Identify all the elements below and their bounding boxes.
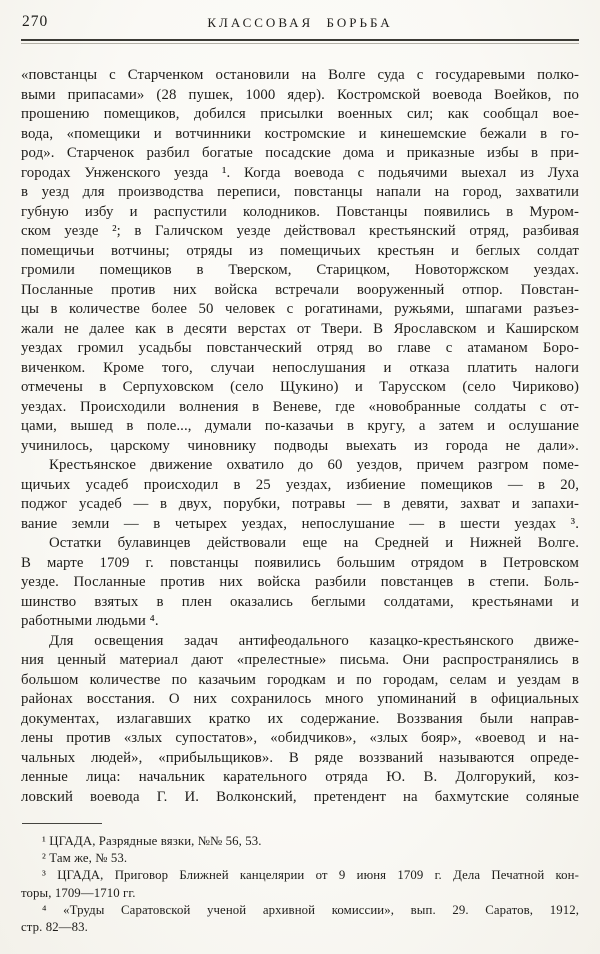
footnote-line: ⁴ «Труды Саратовской ученой архивной комиссии», вып. 29. Саратов, 1912, xyxy=(42,902,579,917)
body-line: громили помещиков в Тверском, Старицком, Новоторжском уездах. xyxy=(21,262,579,278)
body-line: Посланные против них войска встречали вооруженный отпор. Повстан- xyxy=(21,281,579,298)
body-line: род». Старченок разбил богатые посадские дома и приказные избы в при- xyxy=(21,145,579,161)
body-line: чальных людей», «прибыльщиков». В ряде воззваний называются опреде- xyxy=(21,749,579,766)
body-line: губную избу и распустили колодников. Повстанцы появились в Муром- xyxy=(21,203,579,220)
body-line: Для освещения задач антифеодального казацко-крестьянского движе- xyxy=(49,632,579,649)
body-line: документах, излагавших кратко их содержание. Воззвания были направ- xyxy=(21,710,579,727)
body-line: ния ценный материал дают «прелестные» письма. Они распространялись в xyxy=(21,652,579,668)
body-line: ском уезде ²; в Галичском уезде действовал крестьянский отряд, разбивая xyxy=(21,223,579,239)
body-line: виченком. Кроме того, случаи непослушания и отказа платить налоги xyxy=(21,359,579,376)
body-line: уездах громил усадьбы повстанческий отряд во главе с атаманом Боро- xyxy=(21,340,579,356)
footnote-line: ¹ ЦГАДА, Разрядные вязки, №№ 56, 53. xyxy=(42,834,262,848)
body-line: щичьих усадеб происходил в 25 уездах, избиение помещиков — в 20, xyxy=(21,476,579,493)
body-line: жали не далее как в десяти верстах от Твери. В Ярославском и Каширском xyxy=(21,320,579,337)
body-line: уезде. Посланные против них войска разбили повстанцев в степи. Боль- xyxy=(21,574,579,590)
header-rule xyxy=(21,39,579,44)
page-header xyxy=(21,13,579,34)
footnote-line: ² Там же, № 53. xyxy=(42,851,128,866)
body-line: ленные лица: начальник карательного отряда Ю. В. Долгорукий, коз- xyxy=(21,769,579,785)
body-line: шинство взятых в плен оказались беглыми солдатами, крестьянами и xyxy=(21,593,579,610)
body-line: в уезд для производства переписи, повстанцы напали на город, захватили xyxy=(21,184,579,200)
body-line: Остатки булавинцев действовали еще на Средней и Нижней Волге. xyxy=(49,535,579,551)
footnotes-block xyxy=(21,833,579,936)
body-text-block xyxy=(21,66,579,807)
body-line: цы в количестве более 50 человек с рогатинами, ружьями, шпагами разъез- xyxy=(21,301,579,317)
body-line: В марте 1709 г. повстанцы появились большим отрядом в Петровском xyxy=(21,554,579,571)
body-line: работными людьми ⁴. xyxy=(21,613,159,629)
body-line: районах восстания. О них сохранилось много упоминаний в официальных xyxy=(21,691,579,707)
body-line: «повстанцы с Старченком остановили на Волге суда с государевыми полко- xyxy=(21,67,579,83)
footnote-line: торы, 1709—1710 гг. xyxy=(21,885,136,900)
running-title: КЛАССОВАЯ БОРЬБА xyxy=(207,15,393,30)
body-line: прошению помещиков, добился присылки военных сил; как сообщал вое- xyxy=(21,106,579,122)
footnote-line: стр. 82—83. xyxy=(21,919,88,934)
body-line: выми припасами» (28 пушек, 1000 ядер). Костромской воевода Воейков, по xyxy=(21,86,579,103)
body-line: поджог усадеб — в двух, порубки, потравы — в девяти, захват и запахи- xyxy=(21,496,579,512)
body-line: помещичьи вотчины; отряды из помещичьих крестьян и беглых солдат xyxy=(21,242,579,259)
footnote-line: ³ ЦГАДА, Приговор Ближней канцелярии от 9 июня 1709 г. Дела Печатной кон- xyxy=(42,868,579,883)
body-line: вода, «помещики и вотчинники костромские и кинешемские бежали в го- xyxy=(21,125,579,142)
body-line: Крестьянское движение охватило до 60 уездов, причем разгром поме- xyxy=(49,457,579,473)
body-line: ловский воевода Г. И. Волконский, претендент на бахмутские соляные xyxy=(21,788,579,805)
body-line: лены против «злых супостатов», «обидчиков», «злых бояр», «воевод и на- xyxy=(21,730,579,746)
footnote-rule xyxy=(22,823,102,824)
body-line: цами, вышед в поле..., думали по-казачьи в кругу, а затем и ослушание xyxy=(21,418,579,434)
body-line: городах Унженского уезда ¹. Когда воевода с подьячими выехал из Луха xyxy=(21,164,579,181)
page-number: 270 xyxy=(22,13,49,30)
body-line: учинилось, царскому чиновнику подводы выехать из города не дали». xyxy=(21,437,579,454)
body-line: большом количестве по казачьим городкам и по городам, селам и уездам в xyxy=(21,671,579,688)
body-line: вание земли — в четырех уездах, непослушание — в шести уездах ³. xyxy=(21,515,579,532)
body-line: уездах. Происходили волнения в Веневе, где «новобранные солдаты с от- xyxy=(21,398,579,415)
body-line: отмечены в Серпуховском (село Щукино) и Тарусском (село Чириково) xyxy=(21,379,579,395)
